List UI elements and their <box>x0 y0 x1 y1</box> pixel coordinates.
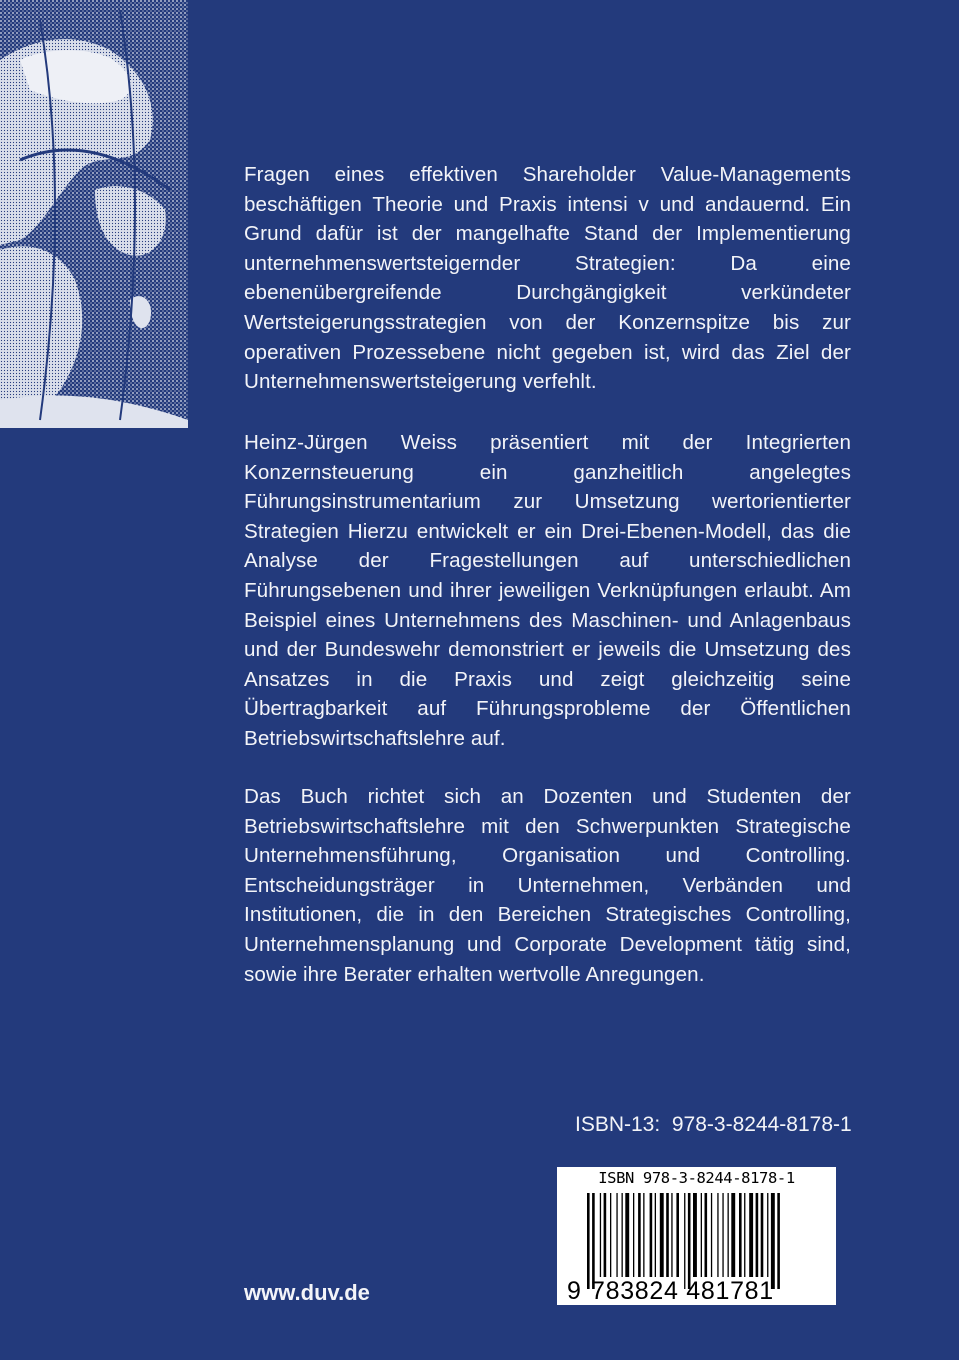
barcode-bar <box>643 1193 644 1277</box>
barcode-bar <box>722 1193 723 1277</box>
globe-illustration-icon <box>0 0 188 428</box>
barcode-bar <box>761 1193 764 1277</box>
description-paragraph-3 <box>244 782 851 989</box>
barcode-bar <box>610 1193 611 1277</box>
barcode-bar <box>660 1193 664 1277</box>
barcode-bar <box>711 1193 712 1277</box>
paragraph-text: Das Buch richtet sich an Dozenten und Studenten der Betriebswirtschaftslehre mit den Schwerpunkten Strategische Unternehmensführung, Organisation und Controlling. Entscheidungsträger in Unternehmen, Verbänden und Institutionen, die in den Bereichen Strategisches Controlling, Unternehmensplanung und Corporate Development tätig sind, sowie ihre Berater erhalten wertvolle Anregungen. <box>244 785 851 986</box>
barcode-bar <box>587 1193 590 1289</box>
barcode-bar <box>622 1193 623 1277</box>
barcode-bar <box>717 1193 718 1277</box>
barcode-bar <box>739 1193 742 1277</box>
barcode-first-digit: 9 <box>567 1277 581 1305</box>
barcode-bar <box>701 1193 702 1277</box>
barcode-bar <box>705 1193 708 1277</box>
barcode-bar <box>616 1193 617 1277</box>
barcode-bar <box>666 1193 669 1277</box>
description-paragraph-2 <box>244 428 851 754</box>
barcode-bar <box>744 1193 745 1277</box>
barcode-bar <box>633 1193 634 1277</box>
paragraph-text: Heinz-Jürgen Weiss präsentiert mit der Integrierten Konzernsteuerung ein ganzheitlich angelegtes Führungsinstrumentarium zur Umsetzung wertorientierter Strategien Hierzu entwickelt er ein Drei-Ebenen-Modell, das die Analyse der Fragestellungen auf unterschiedlichen Führungsebenen und ihrer jeweiligen Verknüpfungen erlaubt. Am Beispiel eines Unternehmens des Maschinen- und Anlagenbaus und der Bundeswehr demonstriert er jeweils die Umsetzung des Ansatzes in die Praxis und zeigt gleichzeitig seine Übertragbarkeit auf Führungsprobleme der Öffentlichen Betriebswirtschaftslehre auf. <box>244 431 851 750</box>
barcode-digits: 783824 481781 <box>591 1277 774 1305</box>
barcode-bar <box>728 1193 729 1277</box>
barcode-bar <box>592 1193 595 1289</box>
barcode-bar <box>756 1193 759 1277</box>
description-paragraph-1 <box>244 160 851 397</box>
isbn-label: ISBN-13: 978-3-8244-8178-1 <box>575 1113 852 1136</box>
barcode-bar <box>625 1193 629 1277</box>
barcode-bar <box>688 1193 691 1289</box>
barcode-bar <box>771 1193 775 1289</box>
barcode-bar <box>671 1193 672 1277</box>
barcode-bar <box>604 1193 607 1277</box>
website-link[interactable]: www.duv.de <box>244 1280 370 1305</box>
barcode-bar <box>777 1193 780 1289</box>
barcode-isbn-text: ISBN 978-3-8244-8178-1 <box>598 1169 795 1187</box>
barcode-bar <box>638 1193 641 1277</box>
barcode-bar <box>650 1193 653 1277</box>
barcode-bar <box>767 1193 768 1277</box>
barcode-bar <box>749 1193 753 1277</box>
barcode-bar <box>731 1193 735 1277</box>
barcode-bar <box>655 1193 656 1277</box>
barcode-bar <box>684 1193 685 1289</box>
barcode-bar <box>676 1193 679 1277</box>
barcode-bar <box>693 1193 697 1277</box>
paragraph-text: Fragen eines effektiven Shareholder Value-Managements beschäftigen Theorie und Praxis intensi v und andauernd. Ein Grund dafür ist der mangelhafte Stand der Implementierung unternehmenswertsteigernder Strategien: Da eine ebenenübergreifende Durchgängigkeit verkündeter Wertsteigerungsstrategien von der Konzernspitze bis zur operativen Prozessebene nicht gegeben ist, wird das Ziel der Unternehmenswertsteigerung verfehlt. <box>244 163 851 394</box>
barcode-bar <box>600 1193 601 1277</box>
barcode <box>557 1167 836 1305</box>
